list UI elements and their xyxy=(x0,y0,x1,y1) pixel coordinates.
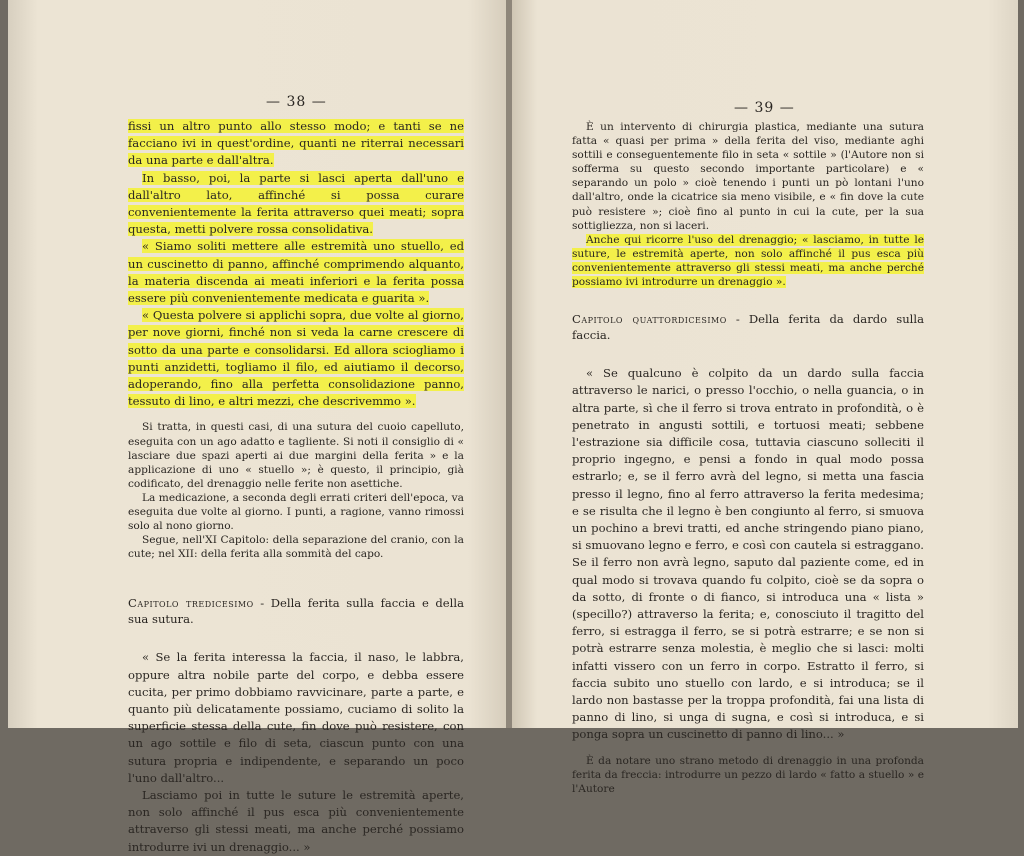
chapter-title: - Della ferita sulla faccia e della sua sutura. xyxy=(128,596,464,627)
commentary-paragraph: La medicazione, a seconda degli errati criteri dell'epoca, va eseguita due volte al giorno. I punti, a ragione, vanno rimossi solo al nono giorno. xyxy=(128,491,464,533)
right-page-text xyxy=(572,120,924,796)
chapter-heading xyxy=(128,595,464,627)
left-page-text xyxy=(128,118,464,856)
page-number: — 39 — xyxy=(734,100,795,116)
chapter-label: Capitolo tredicesimo xyxy=(128,596,254,611)
commentary-paragraph: Si tratta, in questi casi, di una sutura del cuoio capelluto, eseguita con un ago adatto e tagliente. Si noti il consiglio di « lasciare due spazi aperti ai due margini della ferita » e la applicazione di uno « stuello »; è questo, il principio, già codificato, del drenaggio nelle ferite non asettiche. xyxy=(128,421,464,490)
chapter-label: Capitolo quattordicesimo xyxy=(572,312,727,327)
left-page xyxy=(8,0,508,854)
page-number: — 38 — xyxy=(266,94,327,110)
quote-paragraph: Lasciamo poi in tutte le suture le estremità aperte, non solo affinché il pus esca più convenientemente attraverso gli stessi meati, ma anche perché possiamo introdurre ivi un drenaggio... » xyxy=(128,788,464,854)
commentary-paragraph: Segue, nell'XI Capitolo: della separazione del cranio, con la cute; nel XII: della ferita alla sommità del capo. xyxy=(128,534,464,561)
highlight: fissi un altro punto allo stesso modo; e tanti se ne facciano ivi in quest'ordine, quanti ne riterrai necessari da una parte e dall'altra. xyxy=(128,119,464,168)
chapter-heading xyxy=(572,311,924,343)
highlighted-paragraph xyxy=(128,170,464,239)
chapter-title: - Della ferita da dardo sulla faccia. xyxy=(572,312,924,343)
highlighted-paragraph xyxy=(128,238,464,307)
highlighted-paragraph xyxy=(128,307,464,410)
commentary-paragraph: È un intervento di chirurgia plastica, mediante una sutura fatta « quasi per prima » della ferita del viso, mediante aghi sottili e conseguentemente filo in seta « sottile » (l'Autore non si sofferma su questo secondo importante particolare) e « separando un polo » cioè tenendo i punti un pò lontani l'uno dall'altro, onde la cicatrice sia meno visibile, e « fin dove la cute può resistere »; cioè fino al punto in cui la cute, per la sua sottigliezza, non si laceri. xyxy=(572,121,924,232)
commentary-paragraph: È da notare uno strano metodo di drenaggio in una profonda ferita da freccia: introdurre un pezzo di lardo « fatto a stuello » e l'Autore xyxy=(572,754,924,795)
quote-paragraph: « Se la ferita interessa la faccia, il naso, le labbra, oppure altra nobile parte del corpo, e debba essere cucita, per primo dobbiamo ravvicinare, parte a parte, e quanto più delicatamente possiamo, cuciamo di solito la superficie stessa della cute, fin dove può resistere, con un ago sottile e filo di seta, ciascun punto con una sutura propria e indipendente, e separando un poco l'uno dall'altro... xyxy=(128,650,464,785)
highlight: In basso, poi, la parte si lasci aperta dall'uno e dall'altro lato, affinché si possa curare convenientemente la ferita attraverso quei meati; sopra questa, metti polvere rossa consolidativa. xyxy=(128,170,464,237)
right-page xyxy=(512,0,1018,795)
highlight: Anche qui ricorre l'uso del drenaggio; « lasciamo, in tutte le suture, le estremità aperte, non solo affinché il pus esca più convenientemente attraverso gli stessi meati, ma anche perché possiamo ivi introdurre un drenaggio ». xyxy=(572,233,924,289)
highlight: « Siamo soliti mettere alle estremità uno stuello, ed un cuscinetto di panno, affinché comprimendo alquanto, la materia discenda ai meati inferiori e la ferita possa essere più convenientemente medicata e guarita ». xyxy=(128,239,464,306)
highlighted-paragraph xyxy=(128,118,464,170)
highlight: « Questa polvere si applichi sopra, due volte al giorno, per nove giorni, finché non si veda la carne crescere di sotto da una parte e consolidarsi. Ed allora sciogliamo i punti anzidetti, togliamo il filo, ed aiutiamo il decorso, adoperando, fino alla perfetta consolidazione panno, tessuto di lino, e altri mezzi, che descrivemmo ». xyxy=(128,308,464,409)
highlighted-paragraph xyxy=(572,233,924,289)
quote-paragraph: « Se qualcuno è colpito da un dardo sulla faccia attraverso le narici, o presso l'occhio, o nella guancia, o in altra parte, sì che il ferro si trova entrato in profondità, o è penetrato in angusti sottili, e tortuosi meati; sebbene l'estrazione sia difficile cosa, tuttavia ciascuno solleciti il proprio ingegno, e pensi a fondo in qual modo possa estrarlo; e, se il ferro avrà del legno, si metta una fascia presso il legno, fino al ferro attraverso la ferita medesima; e se risulta che il legno è ben congiunto al ferro, si smuova un pochino a brevi tratti, ed anche stringendo piano piano, si smuovano legno e ferro, e così con cautela si estraggano. Se il ferro non avrà legno, saputo dal paziente come, ed in qual modo si trovava quando fu colpito, cioè se da sopra o da sotto, di fronte o di fianco, si introduca una « lista » (specillo?) attraverso la ferita; e, conosciuto il tragitto del ferro, si estragga il ferro, se si potrà estrarre; e se non si potrà estrarre senza molestia, è meglio che si lasci: molti infatti vissero con un ferro in corpo. Estratto il ferro, si faccia subito uno stuello con lardo, e si introduca; se il lardo non bastasse per la troppa profondità, fai una lista di panno di lino, si unga di sugna, e così si introduca, e si ponga sopra un cuscinetto di panno di lino... » xyxy=(572,366,924,742)
